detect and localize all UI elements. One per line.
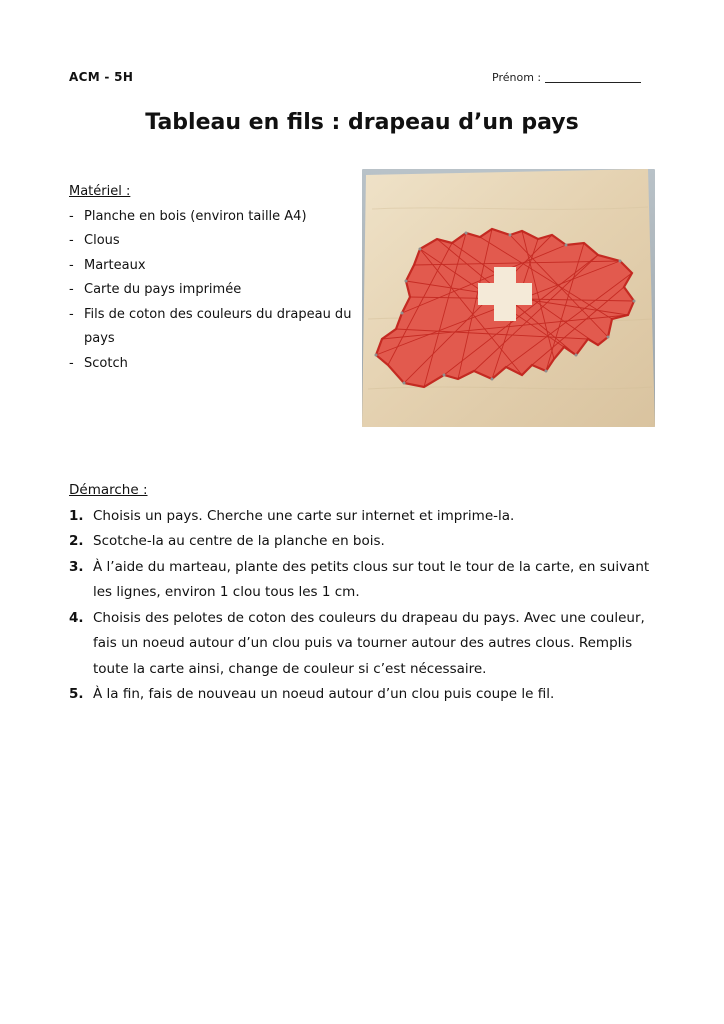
list-item: 5. À la fin, fais de nouveau un noeud autour d’un clou puis coupe le fil. (69, 686, 555, 702)
instructions-heading: Démarche : (69, 482, 148, 498)
name-field (492, 71, 641, 84)
instructions-section (69, 478, 661, 708)
name-label: Prénom : (492, 71, 542, 84)
page-title: Tableau en fils : drapeau d’un pays (145, 110, 579, 135)
list-item: 4. Choisis des pelotes de coton des couleurs du drapeau du pays. Avec une couleur, fais un noeud autour d’un clou puis va tourner autour des autres clous. Remplis toute la carte ainsi, change de couleur si c’est nécessaire. (69, 609, 645, 677)
list-item: - Planche en bois (environ taille A4) (69, 208, 307, 224)
string-art-photo (362, 169, 655, 427)
materials-section (69, 180, 354, 376)
list-item: 2. Scotche-la au centre de la planche en bois. (69, 533, 385, 549)
list-item: - Scotch (69, 355, 128, 371)
class-label: ACM - 5H (69, 70, 134, 84)
list-item: - Carte du pays imprimée (69, 282, 242, 297)
list-item: 1. Choisis un pays. Cherche une carte sur internet et imprime-la. (69, 507, 515, 524)
name-blank-line (545, 72, 641, 83)
list-item: - Fils de coton des couleurs du drapeau du pays (69, 306, 352, 346)
list-item: - Marteaux (69, 257, 146, 273)
materials-heading: Matériel : (69, 184, 131, 199)
list-item: - Clous (69, 233, 120, 248)
materials-list (69, 205, 354, 377)
string-art-switzerland-icon (362, 169, 655, 427)
instructions-list (69, 504, 661, 708)
list-item: 3. À l’aide du marteau, plante des petits clous sur tout le tour de la carte, en suivant les lignes, environ 1 clou tous les 1 cm. (69, 558, 650, 600)
